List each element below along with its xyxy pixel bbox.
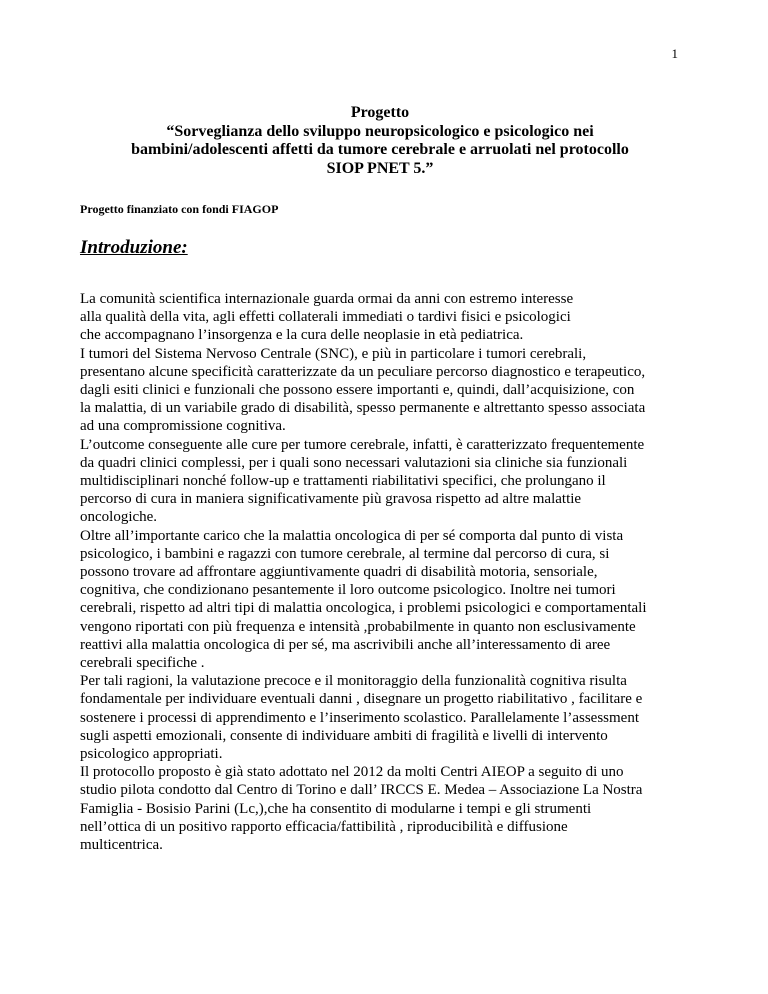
body-line: da quadri clinici complessi, per i quali sono necessari valutazioni sia cliniche sia funzionali [80, 454, 628, 471]
body-line: Famiglia - Bosisio Parini (Lc,),che ha consentito di modularne i tempi e gli strumenti [80, 800, 592, 817]
body-line: cognitiva, che condizionano pesantemente il loro outcome psicologico. Inoltre nei tumori [80, 582, 616, 599]
body-line: La comunità scientifica internazionale guarda ormai da anni con estremo interesse [80, 291, 574, 307]
body-line: L’outcome conseguente alle cure per tumore cerebrale, infatti, è caratterizzato frequentemente [80, 436, 645, 453]
body-line: fondamentale per individuare eventuali danni , disegnare un progetto riabilitativo , facilitare e [80, 691, 643, 708]
body-line: Il protocollo proposto è già stato adottato nel 2012 da molti Centri AIEOP a seguito di uno [80, 764, 624, 781]
body-line: vengono riportati con più frequenza e intensità ,probabilmente in quanto non esclusivamente [80, 618, 636, 635]
body-line: possono trovare ad affrontare aggiuntivamente quadri di disabilità motoria, sensoriale, [80, 564, 598, 581]
page-number: 1 [671, 46, 678, 61]
title-line: Progetto [350, 104, 410, 121]
introduction-body [80, 290, 700, 854]
title-line: SIOP PNET 5.” [326, 159, 434, 177]
body-line: presentano alcune specificità caratterizzate da un peculiare percorso diagnostico e terapeutico, [80, 363, 646, 380]
body-line: Oltre all’importante carico che la malattia oncologica di per sé comporta dal punto di vista [80, 527, 624, 544]
document-title [60, 104, 700, 178]
body-line: percorso di cura in maniera significativamente più gravosa rispetto ad altre malattie [80, 491, 582, 508]
title-line: bambini/adolescenti affetti da tumore cerebrale e arruolati nel protocollo [131, 141, 629, 159]
body-line: multicentrica. [80, 837, 163, 854]
section-heading: Introduzione: [80, 237, 188, 258]
body-line: la malattia, di un variabile grado di disabilità, spesso permanente e altrettanto spesso associata [80, 400, 646, 417]
body-line: oncologiche. [80, 509, 158, 526]
body-line: nell’ottica di un positivo rapporto efficacia/fattibilità , riproducibilità e diffusione [80, 818, 568, 835]
body-line: reattivi alla malattia oncologica di per sé, ma ascrivibili anche all’interessamento di aree [80, 636, 611, 653]
body-line: ad una compromissione cognitiva. [80, 418, 286, 435]
body-line: sostenere i processi di apprendimento e l’inserimento scolastico. Parallelamente l’assessment [80, 709, 639, 726]
body-line: multidisciplinari nonché follow-up e trattamenti riabilitativi specifici, che prolungano il [80, 473, 606, 490]
body-line: Per tali ragioni, la valutazione precoce e il monitoraggio della funzionalità cognitiva risulta [80, 673, 627, 690]
body-line: psicologico appropriati. [80, 746, 223, 763]
body-line: psicologico, i bambini e ragazzi con tumore cerebrale, al termine dal percorso di cura, si [80, 545, 610, 562]
funding-note: Progetto finanziato con fondi FIAGOP [80, 202, 279, 216]
body-line: cerebrali, rispetto ad altri tipi di malattia oncologica, i problemi psicologici e comportamentali [80, 600, 647, 617]
title-line: “Sorveglianza dello sviluppo neuropsicologico e psicologico nei [166, 122, 594, 140]
body-line: alla qualità della vita, agli effetti collaterali immediati o tardivi fisici e psicologici [80, 309, 571, 326]
body-line: cerebrali specifiche . [80, 655, 205, 672]
body-line: dagli esiti clinici e funzionali che possono essere importanti e, quindi, dall’acquisizione, con [80, 382, 635, 399]
body-line: studio pilota condotto dal Centro di Torino e dall’ IRCCS E. Medea – Associazione La Nostra [80, 782, 643, 799]
body-line: I tumori del Sistema Nervoso Centrale (SNC), e più in particolare i tumori cerebrali, [80, 345, 587, 362]
body-line: sugli aspetti emozionali, consente di individuare ambiti di fragilità e livelli di intervento [80, 727, 608, 744]
body-line: che accompagnano l’insorgenza e la cura delle neoplasie in età pediatrica. [80, 327, 524, 344]
